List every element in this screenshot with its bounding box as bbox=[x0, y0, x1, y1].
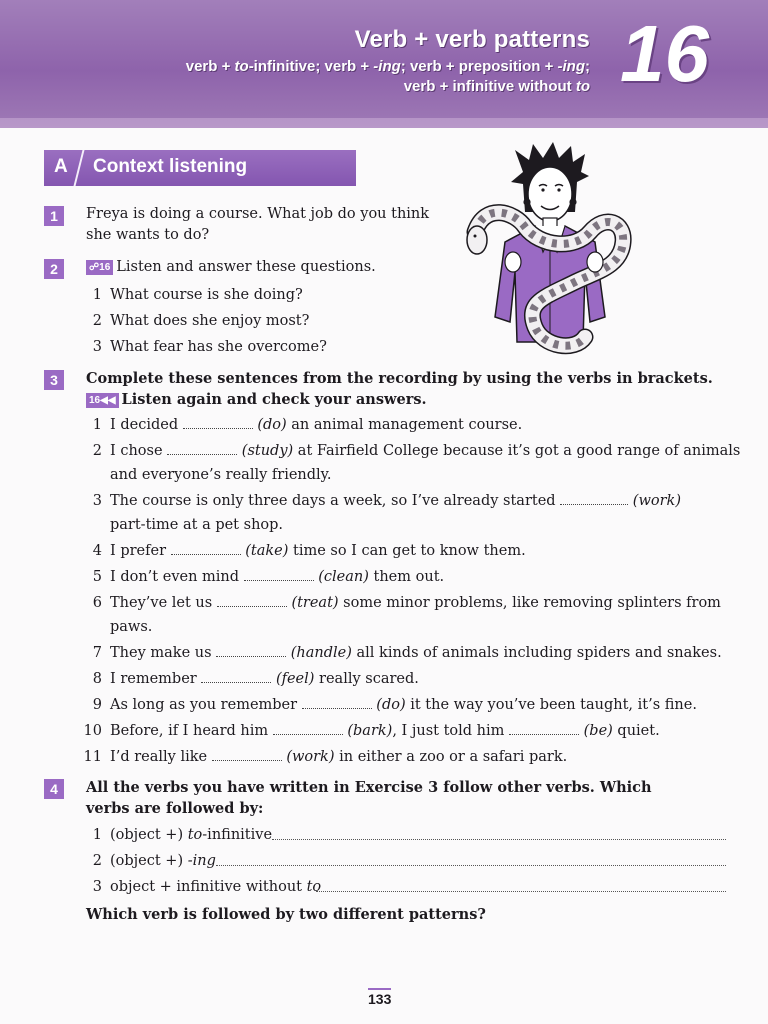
answer-line[interactable] bbox=[316, 890, 726, 892]
exercise-4-number: 4 bbox=[44, 779, 64, 799]
answer-gap[interactable] bbox=[302, 698, 372, 709]
answer-gap[interactable] bbox=[509, 724, 579, 735]
audio-track-badge[interactable]: 16◀◀ bbox=[86, 393, 119, 408]
answer-gap[interactable] bbox=[244, 570, 314, 581]
answer-gap[interactable] bbox=[560, 494, 628, 505]
page-number: 133 bbox=[368, 988, 391, 1007]
answer-gap[interactable] bbox=[273, 724, 343, 735]
exercise-1-number: 1 bbox=[44, 206, 64, 226]
unit-subtitle-line-1: verb + to-infinitive; verb + -ing; verb + preposition + -ing; bbox=[185, 58, 590, 75]
answer-line[interactable] bbox=[272, 838, 726, 840]
answer-gap[interactable] bbox=[212, 750, 282, 761]
unit-header bbox=[0, 0, 768, 128]
unit-number: 16 bbox=[620, 9, 709, 98]
exercise-3-instruction-2: 16◀◀ Listen again and check your answers. bbox=[86, 389, 427, 410]
answer-gap[interactable] bbox=[217, 596, 287, 607]
answer-line[interactable] bbox=[216, 864, 726, 866]
section-title: Context listening bbox=[93, 156, 248, 177]
unit-subtitle-line-2: verb + infinitive without to bbox=[403, 78, 590, 95]
answer-gap[interactable] bbox=[216, 646, 286, 657]
section-heading bbox=[44, 150, 356, 186]
answer-gap[interactable] bbox=[201, 672, 271, 683]
section-divider bbox=[74, 150, 85, 186]
answer-gap[interactable] bbox=[183, 418, 253, 429]
unit-title: Verb + verb patterns bbox=[354, 26, 590, 53]
answer-gap[interactable] bbox=[171, 544, 241, 555]
girl-with-snake-illustration bbox=[465, 142, 635, 367]
exercise-3-number: 3 bbox=[44, 370, 64, 390]
exercise-4-instruction: All the verbs you have written in Exercise 3 follow other verbs. Which verbs are followed by: bbox=[86, 779, 652, 817]
answer-gap[interactable] bbox=[167, 444, 237, 455]
exercise-3-instruction: Complete these sentences from the recording by using the verbs in brackets. bbox=[86, 370, 713, 387]
audio-track-badge[interactable]: ☍16 bbox=[86, 260, 113, 275]
final-question: Which verb is followed by two different patterns? bbox=[86, 906, 486, 923]
section-letter: A bbox=[54, 156, 68, 177]
exercise-1-prompt: Freya is doing a course. What job do you think she wants to do? bbox=[86, 206, 430, 243]
exercise-2-instruction: ☍16 Listen and answer these questions. bbox=[86, 257, 376, 278]
exercise-2-number: 2 bbox=[44, 259, 64, 279]
